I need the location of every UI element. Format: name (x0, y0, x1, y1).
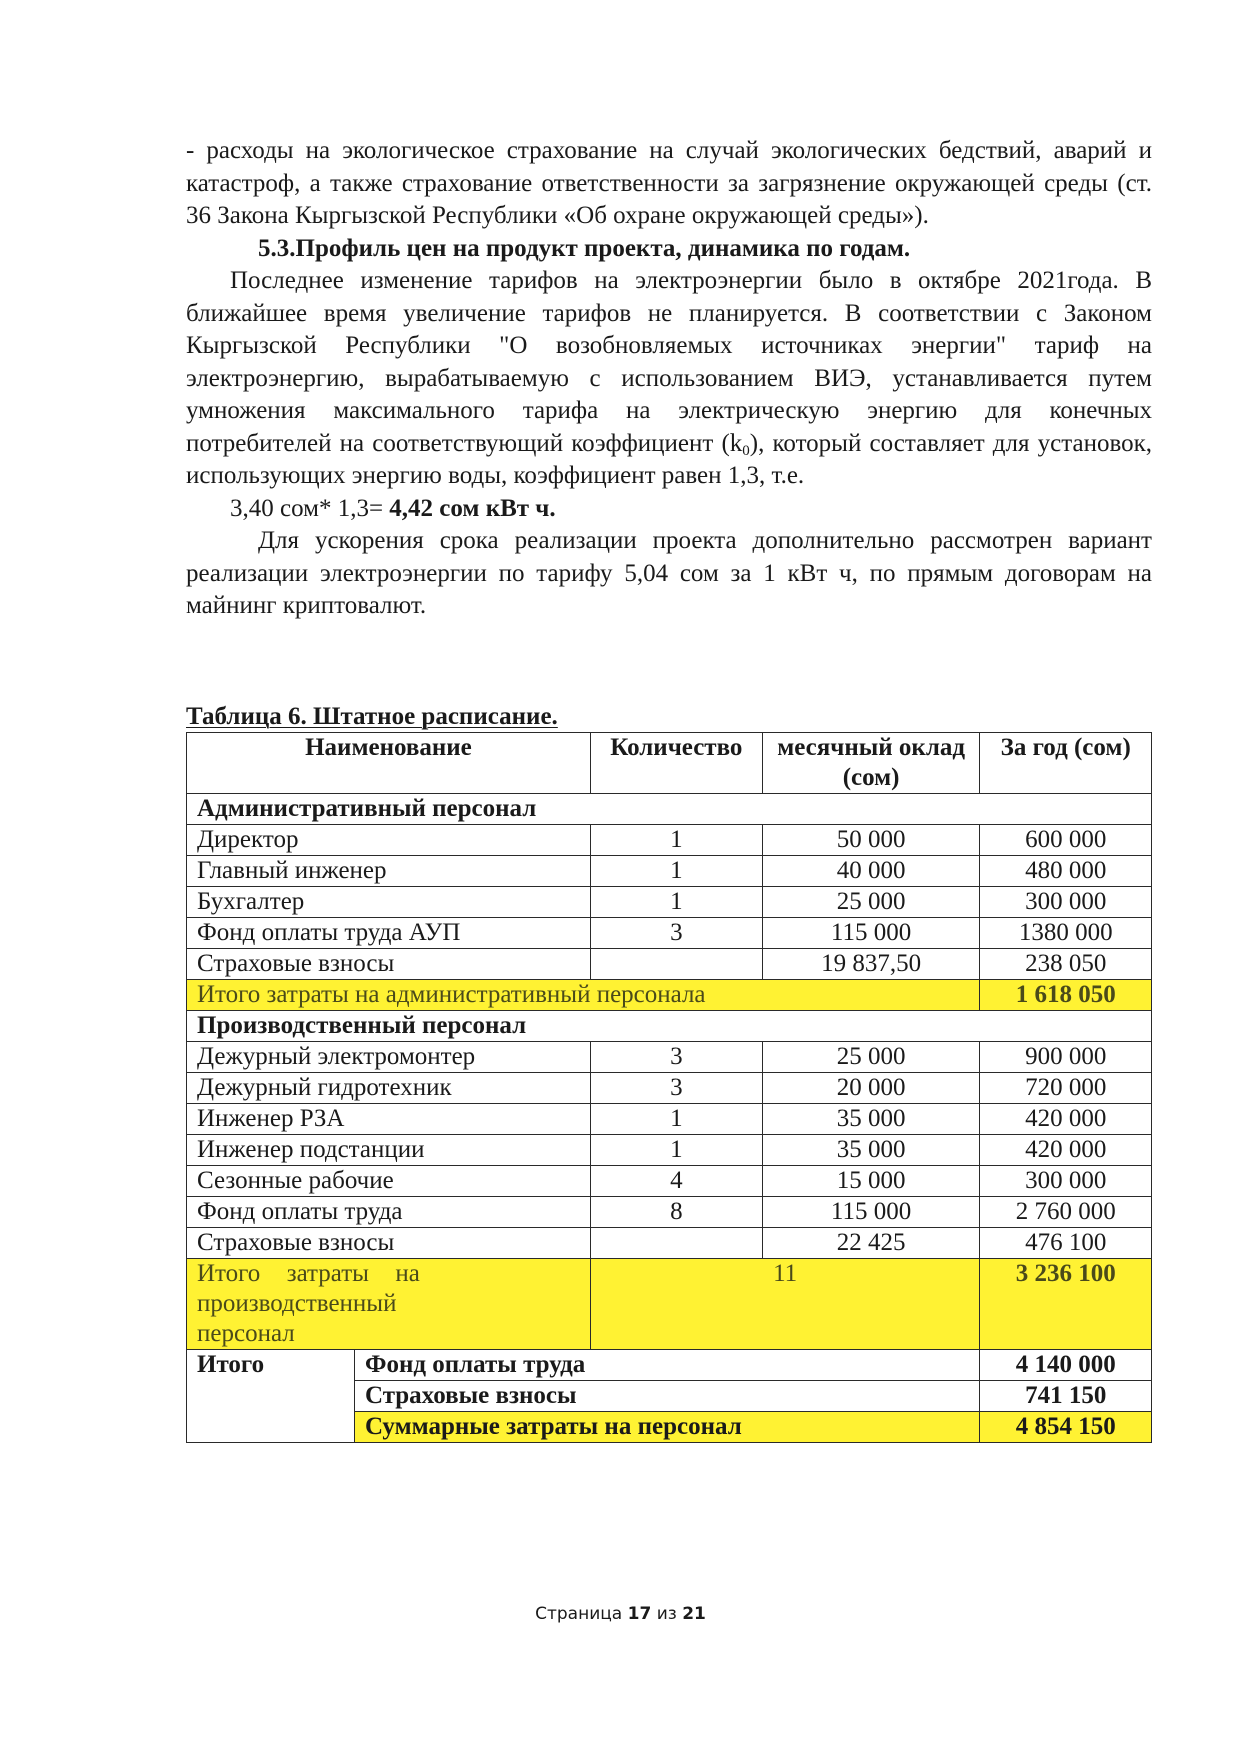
section-heading: 5.3.Профиль цен на продукт проекта, динамика по годам. (258, 234, 911, 262)
row-name: Страховые взносы (187, 1228, 591, 1259)
production-total-yearly: 3 236 100 (980, 1259, 1152, 1350)
summary-item-name: Суммарные затраты на персонал (354, 1412, 979, 1443)
page-footer (0, 1604, 1241, 1624)
row-quantity: 4 (590, 1166, 762, 1197)
table-row (187, 825, 1152, 856)
header-name: Наименование (187, 733, 591, 794)
row-monthly: 50 000 (762, 825, 980, 856)
row-quantity: 3 (590, 918, 762, 949)
production-total-quantity: 11 (590, 1259, 980, 1350)
row-yearly: 300 000 (980, 1166, 1152, 1197)
table-header-row (187, 733, 1152, 794)
row-yearly: 2 760 000 (980, 1197, 1152, 1228)
summary-item-yearly: 741 150 (980, 1381, 1152, 1412)
admin-total-yearly: 1 618 050 (980, 980, 1152, 1011)
summary-item-yearly: 4 140 000 (980, 1350, 1152, 1381)
table-row (187, 1104, 1152, 1135)
tariff-text-2: ), который составляет для установок, использующих энергию воды, коэффициент равен 1,3, т.е. (186, 429, 1152, 489)
row-yearly: 300 000 (980, 887, 1152, 918)
table-row (187, 918, 1152, 949)
group-row-admin (187, 794, 1152, 825)
admin-total-row (187, 980, 1152, 1011)
row-yearly: 420 000 (980, 1135, 1152, 1166)
group-label: Административный персонал (187, 794, 1152, 825)
table-row (187, 856, 1152, 887)
footer-prefix: Страница (535, 1604, 628, 1624)
summary-item-name: Фонд оплаты труда (354, 1350, 979, 1381)
row-yearly: 720 000 (980, 1073, 1152, 1104)
row-name: Дежурный гидротехник (187, 1073, 591, 1104)
tariff-formula (186, 493, 1152, 526)
row-monthly: 115 000 (762, 918, 980, 949)
row-name: Инженер РЗА (187, 1104, 591, 1135)
row-name: Фонд оплаты труда АУП (187, 918, 591, 949)
page-total: 21 (682, 1604, 706, 1624)
row-yearly: 480 000 (980, 856, 1152, 887)
page-current: 17 (627, 1604, 652, 1624)
row-quantity (590, 1228, 762, 1259)
row-monthly: 40 000 (762, 856, 980, 887)
header-monthly: месячный оклад (сом) (762, 733, 980, 794)
row-name: Директор (187, 825, 591, 856)
row-quantity: 3 (590, 1042, 762, 1073)
row-name: Дежурный электромонтер (187, 1042, 591, 1073)
row-quantity: 1 (590, 887, 762, 918)
group-label: Производственный персонал (187, 1011, 1152, 1042)
row-monthly: 35 000 (762, 1135, 980, 1166)
paragraph-eco-insurance: - расходы на экологическое страхование на случай экологических бедствий, аварий и катастроф, а также страхование ответственности за загрязнение окружающей среды (ст. 36 Закона Кыргызской Республики «Об охране окружающей среды»). (186, 137, 1152, 229)
row-name: Главный инженер (187, 856, 591, 887)
header-yearly: За год (сом) (980, 733, 1152, 794)
formula-expression: 3,40 сом* 1,3= (230, 494, 390, 522)
production-total-row (187, 1259, 1152, 1350)
row-quantity: 1 (590, 856, 762, 887)
row-quantity: 1 (590, 825, 762, 856)
document-body (186, 135, 1152, 623)
row-quantity: 3 (590, 1073, 762, 1104)
row-monthly: 115 000 (762, 1197, 980, 1228)
row-yearly: 1380 000 (980, 918, 1152, 949)
row-yearly: 420 000 (980, 1104, 1152, 1135)
row-name: Бухгалтер (187, 887, 591, 918)
table-row (187, 1166, 1152, 1197)
row-name: Фонд оплаты труда (187, 1197, 591, 1228)
row-yearly: 900 000 (980, 1042, 1152, 1073)
row-monthly: 25 000 (762, 887, 980, 918)
row-monthly: 35 000 (762, 1104, 980, 1135)
paragraph-tariff (186, 265, 1152, 493)
row-name: Инженер подстанции (187, 1135, 591, 1166)
table-row (187, 1228, 1152, 1259)
row-quantity: 8 (590, 1197, 762, 1228)
row-quantity (590, 949, 762, 980)
row-yearly: 476 100 (980, 1228, 1152, 1259)
summary-label: Итого (187, 1350, 355, 1443)
row-monthly: 22 425 (762, 1228, 980, 1259)
row-name: Страховые взносы (187, 949, 591, 980)
table-row (187, 1042, 1152, 1073)
row-monthly: 20 000 (762, 1073, 980, 1104)
admin-total-label: Итого затраты на административный персонала (187, 980, 980, 1011)
table-row (187, 1197, 1152, 1228)
table-row (187, 949, 1152, 980)
table-caption: Таблица 6. Штатное расписание. (186, 703, 558, 730)
tariff-text-1: Последнее изменение тарифов на электроэнергии было в октябре 2021года. В ближайшее время увеличение тарифов не планируется. В соответствии с Законом Кыргызской Республики "О возобновляемых источниках энергии" тариф на электроэнергию, вырабатываемую с использованием ВИЭ, устанавливается путем умножения максимального тарифа на электрическую энергию для конечных потребителей на соответствующий коэффициент (k (186, 267, 1152, 457)
row-monthly: 15 000 (762, 1166, 980, 1197)
group-row-production (187, 1011, 1152, 1042)
header-quantity: Количество (590, 733, 762, 794)
formula-result: 4,42 сом кВт ч. (389, 494, 556, 522)
table-row (187, 1073, 1152, 1104)
row-quantity: 1 (590, 1135, 762, 1166)
staff-table (186, 732, 1152, 1443)
subscript: 0 (742, 442, 750, 459)
row-monthly: 19 837,50 (762, 949, 980, 980)
row-monthly: 25 000 (762, 1042, 980, 1073)
summary-row (187, 1350, 1152, 1381)
footer-middle: из (651, 1604, 683, 1624)
row-yearly: 600 000 (980, 825, 1152, 856)
row-name: Сезонные рабочие (187, 1166, 591, 1197)
production-total-label: Итого затраты на производственный персонал (187, 1259, 591, 1350)
paragraph-mining: Для ускорения срока реализации проекта дополнительно рассмотрен вариант реализации электроэнергии по тарифу 5,04 сом за 1 кВт ч, по прямым договорам на майнинг криптовалют. (186, 527, 1152, 619)
table-row (187, 887, 1152, 918)
table-row (187, 1135, 1152, 1166)
row-quantity: 1 (590, 1104, 762, 1135)
row-yearly: 238 050 (980, 949, 1152, 980)
summary-item-yearly: 4 854 150 (980, 1412, 1152, 1443)
summary-item-name: Страховые взносы (354, 1381, 979, 1412)
